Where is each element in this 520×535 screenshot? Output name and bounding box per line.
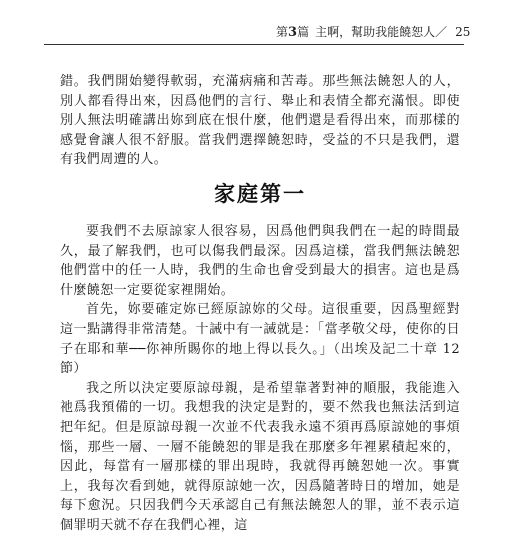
running-head xyxy=(276,22,471,42)
paragraph-3: 首先，妳要確定妳已經原諒妳的父母。這很重要，因爲聖經對這一點講得非常清楚。十誡中有一誡就是：「當孝敬父母，使你的日子在耶和華──你神所賜你的地上得以長久。」（出埃及記二十章 12 節） xyxy=(60,302,460,377)
paragraph-2: 要我們不去原諒家人很容易，因爲他們與我們在一起的時間最久，最了解我們，也可以傷我們最深。因爲這樣，當我們無法饒恕他們當中的任一人時，我們的生命也會受到最大的損害。這也是爲什麼饒恕一定要從家裡開始。 xyxy=(60,223,460,298)
chapter-number: 3 xyxy=(288,25,298,40)
header-rule xyxy=(44,44,464,45)
paragraph-4: 我之所以決定要原諒母親，是希望靠著對神的順服，我能進入祂爲我預備的一切。我想我的決定是對的，要不然我也無法活到這把年紀。但是原諒母親一次並不代表我永遠不須再爲原諒她的事煩惱，那些一層、一層不能饒恕的罪是我在那麼多年裡累積起來的，因此，每當有一層那樣的罪出現時，我就得再饒恕她一次。事實上，我每次看到她，就得原諒她一次，因爲隨著時日的增加，她是每下愈況。只因我們今天承認自己有無法饒恕人的罪，並不表示這個罪明天就不存在我們心裡，這 xyxy=(60,380,460,533)
chapter-suffix: 篇 xyxy=(297,25,310,39)
paragraph-1: 錯。我們開始變得軟弱，充滿病痛和苦毒。那些無法饒恕人的人，別人都看得出來，因爲他們的言行、舉止和表情全都充滿恨。即使別人無法明確講出妳到底在恨什麼，他們還是看得出來，而那樣的感覺會讓人很不舒服。當我們選擇饒恕時，受益的不只是我們，還有我們周遭的人。 xyxy=(60,74,460,168)
section-title: 家庭第一 xyxy=(214,181,306,206)
chapter-prefix: 第 xyxy=(276,25,289,39)
page-number: 25 xyxy=(455,25,471,39)
body-text xyxy=(60,72,460,535)
chapter-label xyxy=(276,25,309,39)
chapter-title: 主啊，幫助我能饒恕人／ xyxy=(315,25,448,39)
